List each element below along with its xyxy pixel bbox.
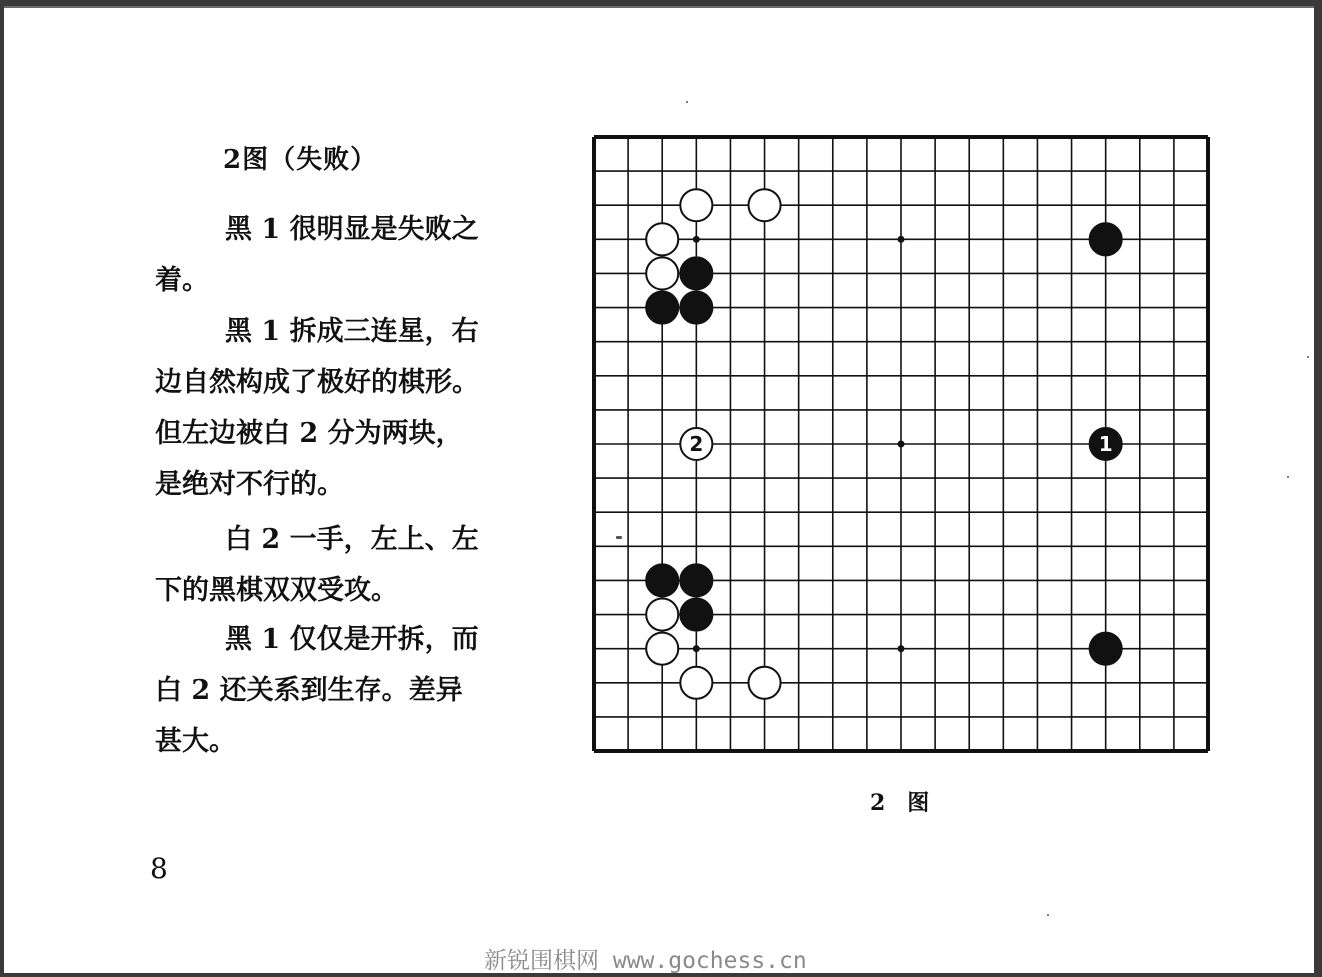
text-line: 黑 1 拆成三连星，右	[225, 316, 479, 347]
paragraph-4	[155, 614, 547, 767]
paragraph-3	[155, 514, 547, 616]
white-stone	[646, 599, 678, 631]
white-stone	[680, 189, 712, 221]
go-board	[588, 131, 1214, 757]
figure-caption: 2 图	[870, 790, 930, 816]
black-stone	[1090, 223, 1122, 255]
paragraph-1	[155, 204, 547, 306]
white-stone	[680, 667, 712, 699]
print-speck	[1047, 914, 1049, 916]
white-stone	[749, 667, 781, 699]
black-stone	[680, 564, 712, 596]
star-point	[898, 236, 905, 243]
text-line: 下的黑棋双双受攻。	[155, 575, 398, 606]
move-number-label: 1	[1098, 432, 1113, 456]
star-point	[693, 645, 700, 652]
book-page	[4, 6, 1314, 973]
white-stone	[749, 189, 781, 221]
print-speck	[616, 536, 622, 539]
print-speck	[1287, 476, 1289, 478]
text-line: 黑 1 仅仅是开拆，而	[225, 624, 479, 655]
text-line: 着。	[155, 265, 209, 296]
site-watermark: 新锐围棋网 www.gochess.cn	[484, 948, 807, 974]
text-line: 边自然构成了极好的棋形。	[155, 367, 479, 398]
black-stone	[646, 564, 678, 596]
text-line: 但左边被白 2 分为两块，	[155, 418, 463, 449]
print-speck	[686, 101, 688, 103]
star-point	[898, 441, 905, 448]
black-stone	[680, 257, 712, 289]
black-stone	[680, 292, 712, 324]
text-line: 黑 1 很明显是失败之	[225, 214, 479, 245]
white-stone	[646, 633, 678, 665]
section-heading: 2图（失败）	[223, 145, 378, 175]
move-number-label: 2	[689, 432, 704, 456]
black-stone	[680, 599, 712, 631]
black-stone	[1090, 633, 1122, 665]
print-speck	[1307, 356, 1309, 358]
paragraph-2	[155, 306, 547, 510]
text-line: 是绝对不行的。	[155, 469, 344, 500]
go-board-diagram	[588, 131, 1214, 757]
white-stone	[646, 223, 678, 255]
page-number: 8	[150, 852, 168, 885]
page-top-edge	[4, 6, 1314, 8]
white-stone	[646, 257, 678, 289]
text-line: 白 2 还关系到生存。差异	[155, 675, 463, 706]
star-point	[898, 645, 905, 652]
star-point	[693, 236, 700, 243]
text-line: 甚大。	[155, 726, 236, 757]
black-stone	[646, 292, 678, 324]
text-line: 白 2 一手，左上、左	[225, 524, 479, 555]
